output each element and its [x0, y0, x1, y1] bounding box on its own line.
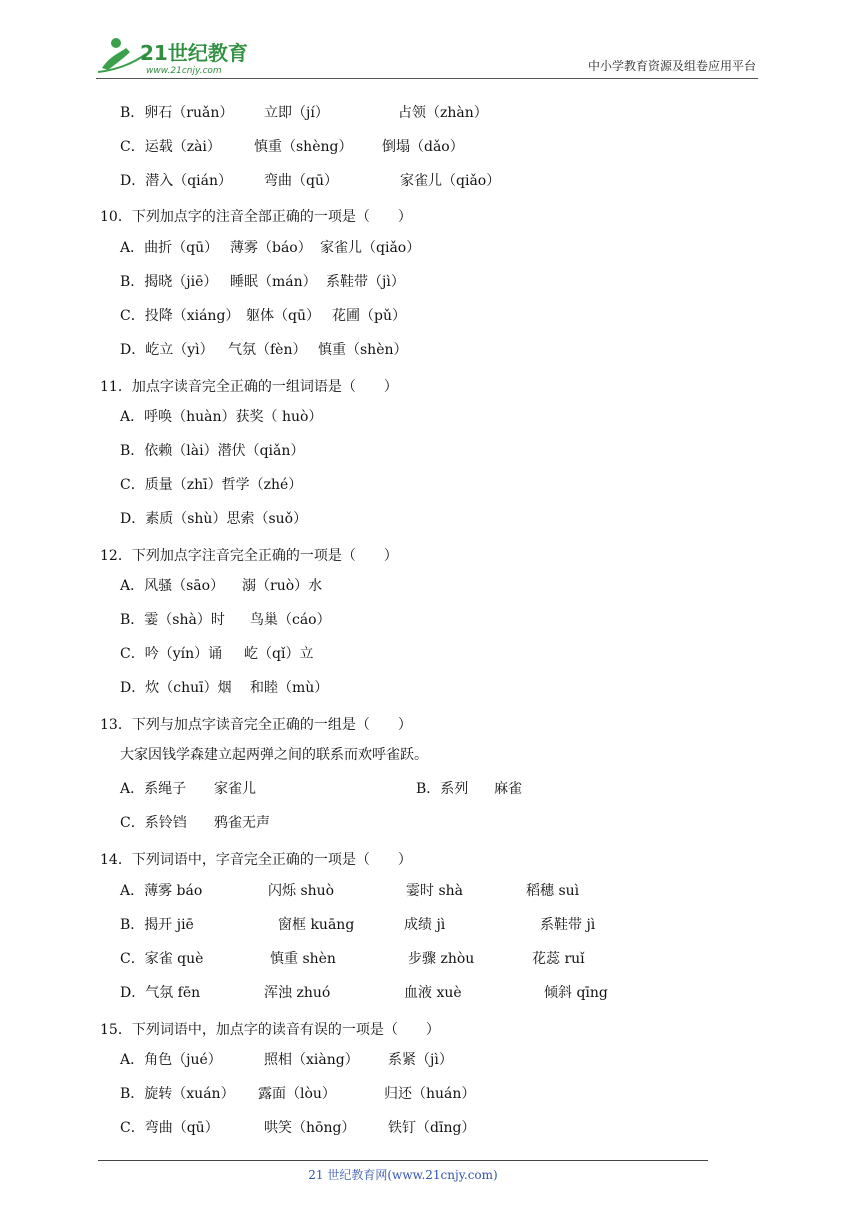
q14-d-word-2: 浑浊 zhuó: [264, 985, 331, 1001]
q14-c-word-4: 花蕊 ruǐ: [532, 951, 585, 967]
q10-b-word-3: 系鞋带（jì）: [326, 274, 405, 290]
q13-title: 13．下列与加点字读音完全正确的一组是（ ）: [100, 717, 412, 733]
svg-text:21世纪教育: 21世纪教育: [140, 41, 248, 65]
q13-a-word-2: 家雀儿: [214, 781, 256, 797]
q15-a-word-1: A．角色（jué）: [120, 1052, 222, 1068]
q14-a-word-4: 稻穗 suì: [526, 883, 580, 899]
q10-c-word-1: C．投降（xiáng）: [120, 308, 240, 324]
footer-text: 21 世纪教育网(www.21cnjy.com): [308, 1168, 498, 1182]
q14-a-word-1: A．薄雾 báo: [120, 883, 203, 899]
page-header: [96, 34, 758, 79]
q10-a-word-1: A．曲折（qū）: [120, 240, 219, 256]
q14-c-word-3: 步骤 zhòu: [408, 951, 475, 967]
q13-a-word-1: A．系绳子: [120, 781, 187, 797]
q10-title: 10．下列加点字的注音全部正确的一项是（ ）: [100, 209, 412, 225]
q12-b-word-2: 鸟巢（cáo）: [250, 612, 331, 628]
q9-d-word-3: 家雀儿（qiǎo）: [400, 173, 501, 189]
q14-d-word-1: D．气氛 fēn: [120, 985, 201, 1001]
q12-a-word-1: A．风骚（sāo）: [120, 578, 225, 594]
q15-c-word-3: 铁钉（dīng）: [388, 1120, 476, 1136]
q9-c-word-3: 倒塌（dǎo）: [382, 139, 464, 155]
q11-option-a: A．呼唤（huàn）获奖（ huò）: [120, 409, 323, 425]
q14-a-word-3: 霎时 shà: [406, 883, 463, 899]
q13-c-word-2: 鸦雀无声: [214, 815, 270, 831]
q11-title: 11．加点字读音完全正确的一组词语是（ ）: [100, 379, 398, 395]
q15-c-word-1: C．弯曲（qū）: [120, 1120, 219, 1136]
q11-option-b: B．依赖（lài）潜伏（qiǎn）: [120, 443, 305, 459]
footer-divider: [98, 1160, 708, 1161]
q14-a-word-2: 闪烁 shuò: [268, 883, 335, 899]
q10-a-word-3: 家雀儿（qiǎo）: [320, 240, 421, 256]
q15-c-word-2: 哄笑（hōng）: [264, 1120, 356, 1136]
q15-b-word-1: B．旋转（xuán）: [120, 1086, 235, 1102]
q10-c-word-2: 躯体（qū）: [246, 308, 320, 324]
q14-b-word-2: 窗框 kuāng: [278, 917, 355, 933]
q14-b-word-3: 成绩 jì: [404, 917, 446, 933]
q15-a-word-3: 系紧（jì）: [388, 1052, 453, 1068]
q14-b-word-1: B．揭开 jiē: [120, 917, 194, 933]
q14-title: 14．下列词语中，字音完全正确的一项是（ ）: [100, 852, 412, 868]
q15-title: 15．下列词语中，加点字的读音有误的一项是（ ）: [100, 1022, 440, 1038]
q12-d-word-2: 和睦（mù）: [250, 680, 329, 696]
q12-c-word-1: C．吟（yín）诵: [120, 646, 223, 662]
q14-d-word-4: 倾斜 qīng: [544, 985, 608, 1001]
q14-c-word-2: 慎重 shèn: [270, 951, 336, 967]
q13-stem: 大家因钱学森建立起两弹之间的联系而欢呼雀跃。: [120, 747, 428, 763]
q10-d-word-3: 慎重（shèn）: [318, 342, 408, 358]
q13-c-word-1: C．系铃铛: [120, 815, 187, 831]
q9-c-word-1: C．运载（zài）: [120, 139, 221, 155]
q10-d-word-2: 气氛（fèn）: [228, 342, 307, 358]
q12-d-word-1: D．炊（chuī）烟: [120, 680, 232, 696]
q14-d-word-3: 血液 xuè: [404, 985, 462, 1001]
q10-d-word-1: D．屹立（yì）: [120, 342, 214, 358]
q10-a-word-2: 薄雾（báo）: [230, 240, 312, 256]
svg-text:www.21cnjy.com: www.21cnjy.com: [146, 66, 222, 76]
q15-b-word-2: 露面（lòu）: [258, 1086, 336, 1102]
q15-b-word-3: 归还（huán）: [384, 1086, 476, 1102]
q9-d-word-2: 弯曲（qū）: [264, 173, 338, 189]
q9-c-word-2: 慎重（shèng）: [254, 139, 353, 155]
q9-b-word-3: 占领（zhàn）: [398, 105, 488, 121]
q14-c-word-1: C．家雀 què: [120, 951, 204, 967]
q13-b-word-2: 麻雀: [494, 781, 522, 797]
q10-b-word-2: 睡眠（mán）: [230, 274, 317, 290]
q9-b-word-2: 立即（jí）: [264, 105, 329, 121]
q11-option-d: D．素质（shù）思索（suǒ）: [120, 511, 308, 527]
q9-b-word-1: B．卵石（ruǎn）: [120, 105, 234, 121]
q12-a-word-2: 溺（ruò）水: [242, 578, 323, 594]
q10-b-word-1: B．揭晓（jiē）: [120, 274, 218, 290]
q10-c-word-3: 花圃（pǔ）: [332, 308, 406, 324]
q9-d-word-1: D．潜入（qián）: [120, 173, 233, 189]
q15-a-word-2: 照相（xiàng）: [264, 1052, 359, 1068]
q13-b-word-1: B．系列: [416, 781, 469, 797]
q14-b-word-4: 系鞋带 jì: [540, 917, 596, 933]
q12-title: 12．下列加点字注音完全正确的一项是（ ）: [100, 548, 398, 564]
platform-name: 中小学教育资源及组卷应用平台: [587, 59, 756, 73]
q11-option-c: C．质量（zhī）哲学（zhé）: [120, 477, 303, 493]
logo-21cnjy: [96, 34, 266, 78]
q12-b-word-1: B．霎（shà）时: [120, 612, 225, 628]
q12-c-word-2: 屹（qǐ）立: [244, 646, 314, 662]
